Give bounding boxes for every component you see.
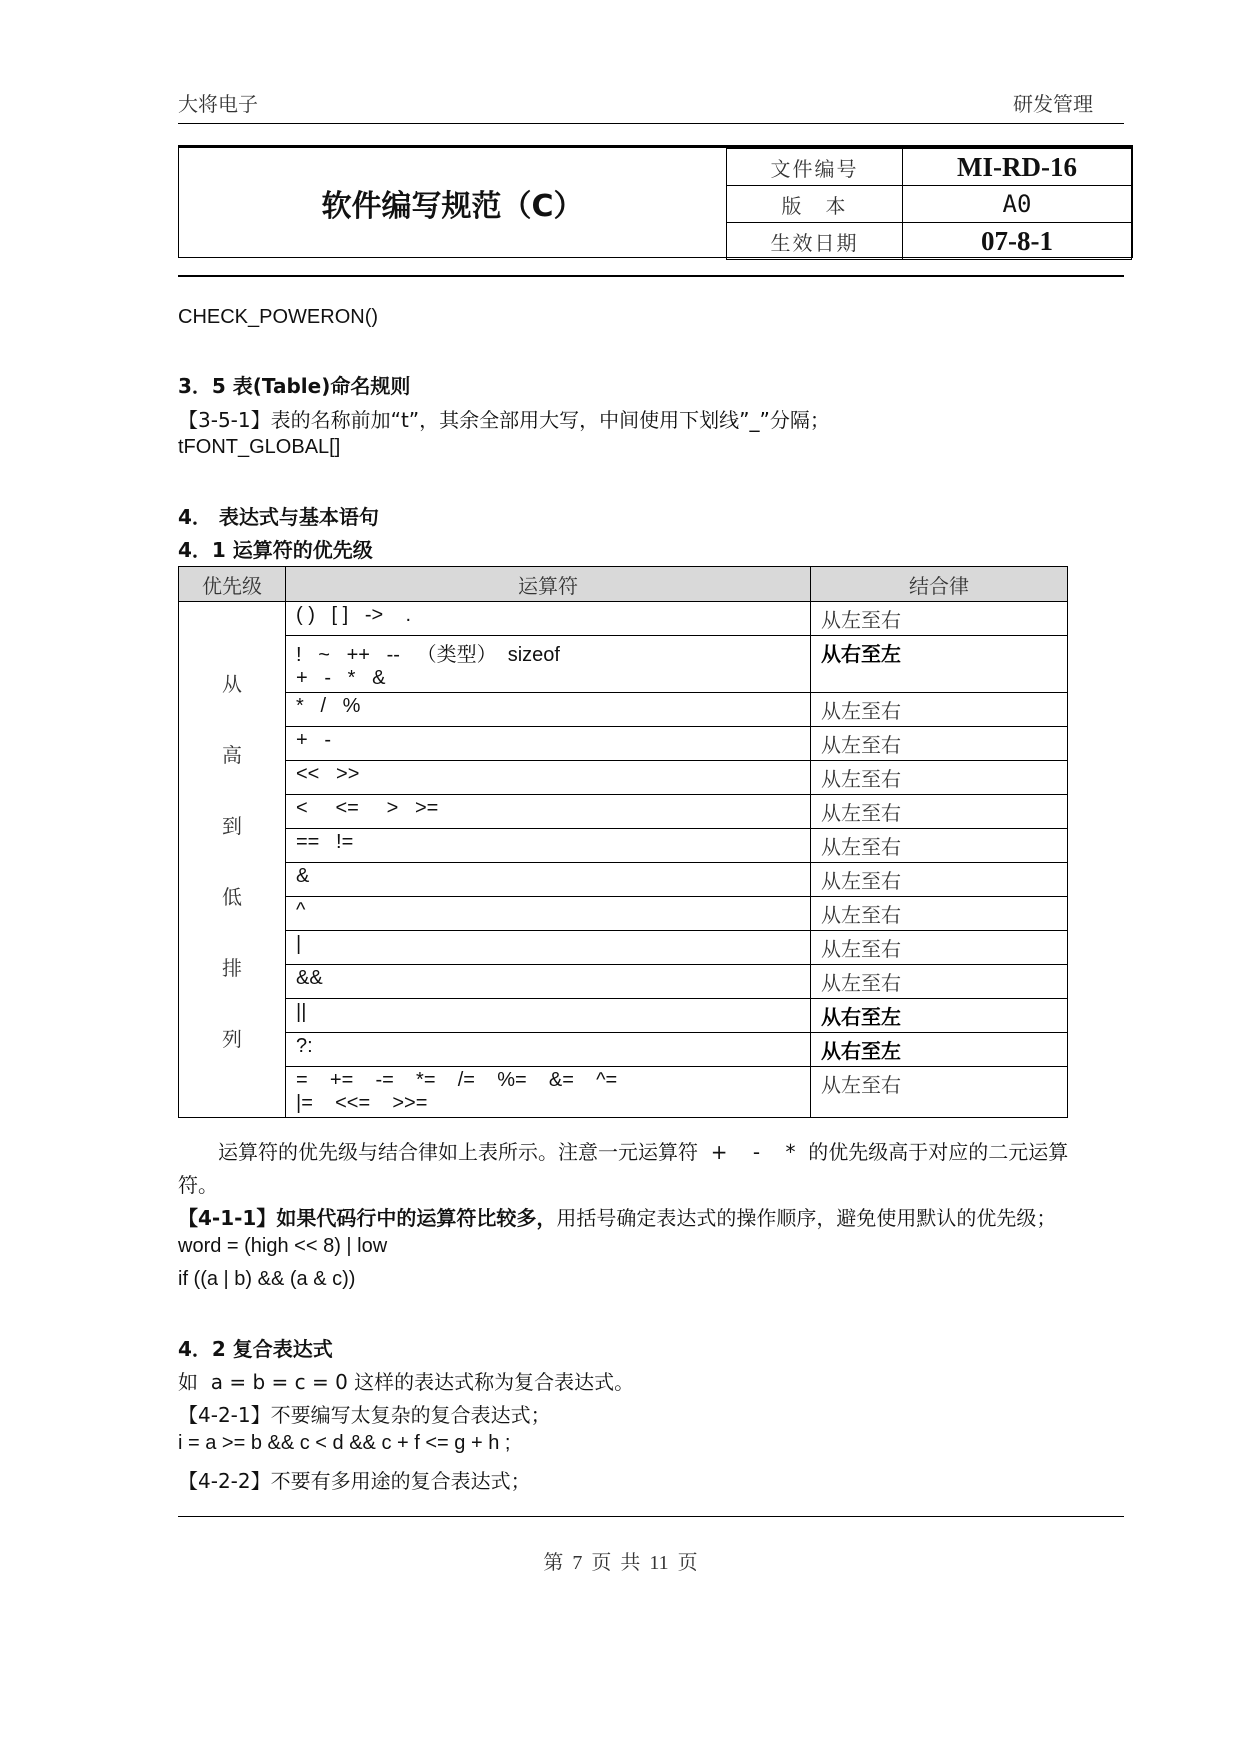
associativity-cell: 从左至右 [811, 829, 1068, 863]
paragraph-continuation: 符。 [178, 1173, 218, 1197]
associativity-cell: 从左至右 [811, 965, 1068, 999]
document-meta-table [726, 148, 1132, 260]
rule-tag: 【4-2-2】 [178, 1469, 271, 1493]
rule-text: 不要编写太复杂的复合表达式； [270, 1403, 551, 1427]
rule-4-2-1 [178, 1399, 551, 1428]
document-title: 软件编写规范（C） [321, 189, 584, 224]
table-row [179, 897, 1068, 931]
rule-4-2-2 [178, 1465, 531, 1494]
associativity-cell: 从左至右 [811, 1067, 1068, 1118]
title-bottom-rule [178, 275, 1124, 277]
operators-cell: | [286, 931, 811, 965]
header-rule [178, 123, 1124, 124]
meta-key: 生效日期 [727, 223, 903, 260]
rule-tag: 【4-2-1】 [178, 1403, 271, 1427]
table-row [179, 761, 1068, 795]
associativity-cell: 从右至左 [811, 636, 1068, 693]
associativity-cell: 从左至右 [811, 727, 1068, 761]
operators-cell: << >> [286, 761, 811, 795]
associativity-cell: 从右至左 [811, 999, 1068, 1033]
associativity-cell: 从右至左 [811, 1033, 1068, 1067]
rule-text: 不要有多用途的复合表达式； [270, 1469, 531, 1493]
operators-cell: ^ [286, 897, 811, 931]
priority-char: 低 [222, 884, 242, 909]
operators-cell: < <= > >= [286, 795, 811, 829]
table-row [179, 965, 1068, 999]
priority-char: 高 [222, 742, 242, 767]
footer-rule [178, 1516, 1124, 1517]
code-line: word = (high << 8) | low [178, 1235, 388, 1257]
table-row [179, 727, 1068, 761]
priority-char: 排 [222, 955, 242, 980]
table-row [179, 693, 1068, 727]
table-row [179, 999, 1068, 1033]
meta-row-file-number [727, 149, 1132, 186]
operator-precedence-table [178, 566, 1068, 1118]
section-heading-3-5: 3．5 表(Table)命名规则 [178, 374, 411, 398]
table-row [179, 636, 1068, 693]
title-block [178, 145, 1133, 258]
operators-cell: ! ~ ++ -- （类型） sizeof + - * & [286, 636, 811, 693]
associativity-cell: 从左至右 [811, 761, 1068, 795]
section-heading-4-2: 4．2 复合表达式 [178, 1337, 333, 1361]
code-line: i = a >= b && c < d && c + f <= g + h ; [178, 1432, 511, 1454]
code-line: if ((a | b) && (a & c)) [178, 1268, 356, 1290]
code-line: CHECK_POWERON() [178, 306, 379, 328]
rule-4-1-1 [178, 1202, 1056, 1231]
rule-text: 表的名称前加“t”，其余全部用大写，中间使用下划线”_”分隔； [270, 408, 830, 432]
meta-value: 07-8-1 [903, 223, 1132, 260]
meta-row-effective-date [727, 223, 1132, 260]
associativity-cell: 从左至右 [811, 931, 1068, 965]
table-row [179, 829, 1068, 863]
table-row [179, 602, 1068, 636]
table-row [179, 795, 1068, 829]
table-row [179, 931, 1068, 965]
table-row [179, 1033, 1068, 1067]
table-header-row [179, 567, 1068, 602]
associativity-cell: 从左至右 [811, 863, 1068, 897]
operators-cell: + - [286, 727, 811, 761]
operators-cell: == != [286, 829, 811, 863]
meta-key: 版 本 [727, 186, 903, 223]
meta-key: 文件编号 [727, 149, 903, 186]
associativity-cell: 从左至右 [811, 602, 1068, 636]
section-heading-4-1: 4．1 运算符的优先级 [178, 538, 373, 562]
rule-3-5-1 [178, 404, 830, 433]
meta-value: MI-RD-16 [903, 149, 1132, 186]
paragraph: 如 a = b = c = 0 这样的表达式称为复合表达式。 [178, 1370, 635, 1394]
table-row [179, 863, 1068, 897]
rule-tag: 【3-5-1】 [178, 408, 271, 432]
paragraph: 运算符的优先级与结合律如上表所示。注意一元运算符 + - * 的优先级高于对应的二元运算 [178, 1140, 1069, 1164]
meta-value: A0 [903, 186, 1132, 223]
rule-text: 用括号确定表达式的操作顺序，避免使用默认的优先级； [556, 1206, 1057, 1230]
rule-tag: 【4-1-1】 [178, 1206, 277, 1230]
associativity-cell: 从左至右 [811, 795, 1068, 829]
table-row [179, 1067, 1068, 1118]
operators-cell: * / % [286, 693, 811, 727]
operators-cell: || [286, 999, 811, 1033]
section-heading-4: 4． 表达式与基本语句 [178, 505, 379, 529]
operators-cell: = += -= *= /= %= &= ^= |= <<= >>= [286, 1067, 811, 1118]
associativity-cell: 从左至右 [811, 693, 1068, 727]
operators-cell: & [286, 863, 811, 897]
header-company: 大将电子 [178, 92, 258, 116]
column-header-associativity: 结合律 [811, 567, 1068, 602]
priority-cell [179, 602, 286, 1118]
operators-cell: && [286, 965, 811, 999]
rule-emphasis: 如果代码行中的运算符比较多， [276, 1206, 557, 1230]
priority-char: 列 [222, 1026, 242, 1051]
header-department: 研发管理 [1013, 92, 1093, 116]
code-line: tFONT_GLOBAL[] [178, 436, 341, 458]
column-header-priority: 优先级 [179, 567, 286, 602]
column-header-operators: 运算符 [286, 567, 811, 602]
page-number: 第 7 页 共 11 页 [543, 1552, 698, 1574]
associativity-cell: 从左至右 [811, 897, 1068, 931]
meta-row-version [727, 186, 1132, 223]
operators-cell: ?: [286, 1033, 811, 1067]
operators-cell: ( ) [ ] -> . [286, 602, 811, 636]
priority-char: 从 [222, 671, 242, 696]
priority-char: 到 [222, 813, 242, 838]
